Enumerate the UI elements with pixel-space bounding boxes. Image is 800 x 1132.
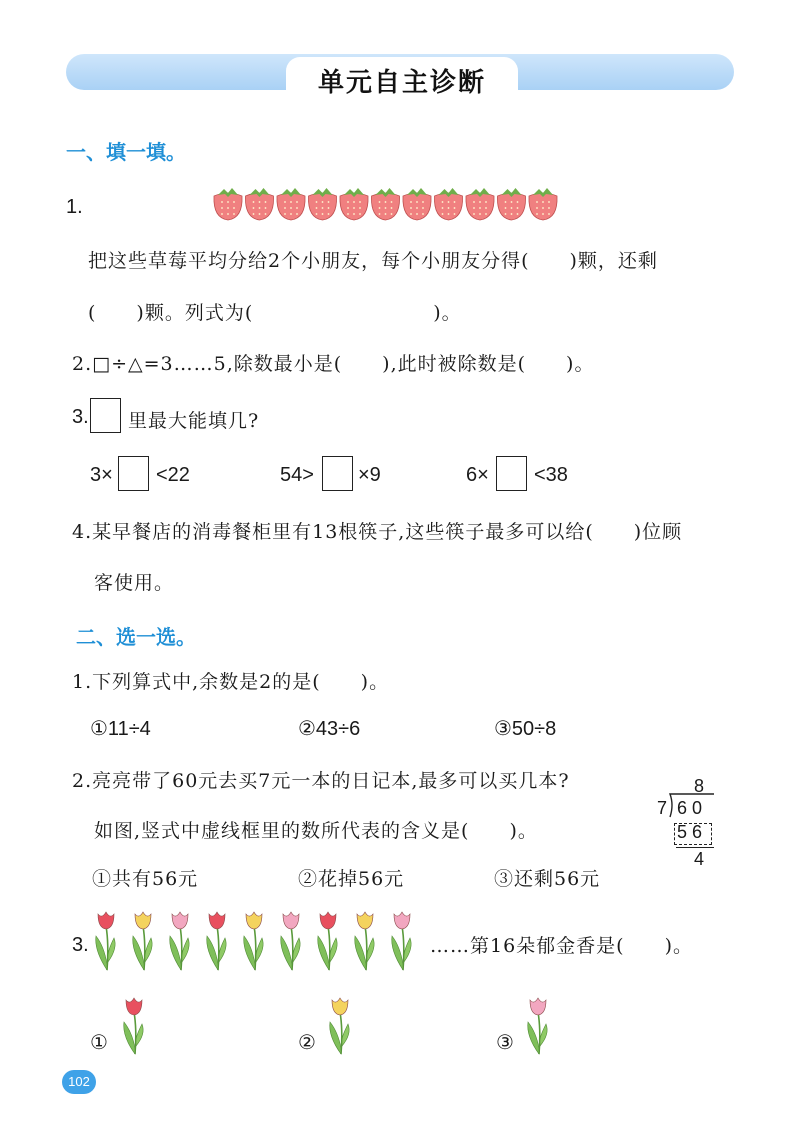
strawberry-icon	[245, 188, 273, 220]
question-text: 里最大能填几?	[128, 410, 260, 432]
option-c[interactable]: ③还剩56元	[494, 868, 601, 890]
inequality-right: ×9	[358, 464, 381, 486]
strawberry-icon	[497, 188, 525, 220]
option-a[interactable]: ①	[90, 1032, 108, 1054]
tulip-option-yellow	[324, 996, 360, 1056]
division-product: 5 6	[677, 822, 703, 842]
inequality-left: 54>	[280, 464, 314, 486]
tulip-icon	[207, 912, 226, 970]
inequality-left: 3×	[90, 464, 113, 486]
option-c[interactable]: ③	[496, 1032, 514, 1054]
answer-box[interactable]	[496, 456, 527, 491]
strawberry-icon	[434, 188, 462, 220]
inequality-right: <22	[156, 464, 190, 486]
inequality-left: 6×	[466, 464, 489, 486]
question-text: ……第16朵郁金香是( )。	[430, 935, 694, 957]
section-heading-fill: 一、填一填。	[66, 140, 186, 164]
tulip-icon	[281, 912, 300, 970]
strawberry-icon	[214, 188, 242, 220]
option-b[interactable]: ②	[298, 1032, 316, 1054]
tulip-icon	[355, 912, 374, 970]
tulip-option-red	[118, 996, 154, 1056]
section-heading-choose: 二、选一选。	[76, 625, 196, 649]
tulip-icon	[133, 912, 152, 970]
strawberry-icon	[277, 188, 305, 220]
question-text: 客使用。	[94, 572, 175, 594]
option-a[interactable]: ①共有56元	[92, 868, 199, 890]
question-text: ( )颗。列式为( )。	[88, 302, 462, 324]
tulip-icon	[96, 912, 115, 970]
question-text: 如图,竖式中虚线框里的数所代表的含义是( )。	[94, 820, 538, 842]
tulip-option-pink	[522, 996, 558, 1056]
division-remainder: 4	[694, 849, 705, 869]
question-text: 2.亮亮带了60元去买7元一本的日记本,最多可以买几本?	[72, 770, 570, 792]
page-title: 单元自主诊断	[317, 68, 486, 98]
answer-box[interactable]	[90, 398, 121, 433]
question-number: 3.	[72, 406, 89, 428]
tulip-icon	[392, 912, 411, 970]
division-quotient: 8	[694, 776, 705, 796]
option-b[interactable]: ②花掉56元	[298, 868, 405, 890]
option-a[interactable]: ①11÷4	[90, 718, 151, 740]
division-bracket	[668, 792, 718, 818]
question-text: 1.下列算式中,余数是2的是( )。	[72, 671, 390, 693]
strawberry-row	[212, 182, 568, 222]
inequality-right: <38	[534, 464, 568, 486]
question-text: 4.某早餐店的消毒餐柜里有13根筷子,这些筷子最多可以给( )位顾	[72, 521, 683, 543]
division-divisor: 7	[657, 798, 668, 818]
answer-box[interactable]	[118, 456, 149, 491]
question-number: 3.	[72, 934, 89, 956]
strawberry-icon	[308, 188, 336, 220]
answer-box[interactable]	[322, 456, 353, 491]
strawberry-icon	[340, 188, 368, 220]
tulip-row	[94, 910, 434, 974]
strawberry-icon	[371, 188, 399, 220]
tulip-icon	[244, 912, 263, 970]
question-text: 2.□÷△=3……5,除数最小是( ),此时被除数是( )。	[72, 353, 595, 375]
strawberry-icon	[529, 188, 557, 220]
page-number-badge: 102	[62, 1070, 96, 1094]
tulip-icon	[330, 998, 349, 1054]
question-number: 1.	[66, 196, 83, 218]
tulip-icon	[528, 998, 547, 1054]
question-text: 把这些草莓平均分给2个小朋友，每个小朋友分得( )颗，还剩	[88, 250, 658, 272]
tulip-icon	[318, 912, 337, 970]
strawberry-icon	[403, 188, 431, 220]
strawberry-icon	[466, 188, 494, 220]
division-dividend: 6 0	[677, 798, 703, 818]
option-b[interactable]: ②43÷6	[298, 718, 361, 740]
option-c[interactable]: ③50÷8	[494, 718, 557, 740]
tulip-icon	[124, 998, 143, 1054]
tulip-icon	[170, 912, 189, 970]
